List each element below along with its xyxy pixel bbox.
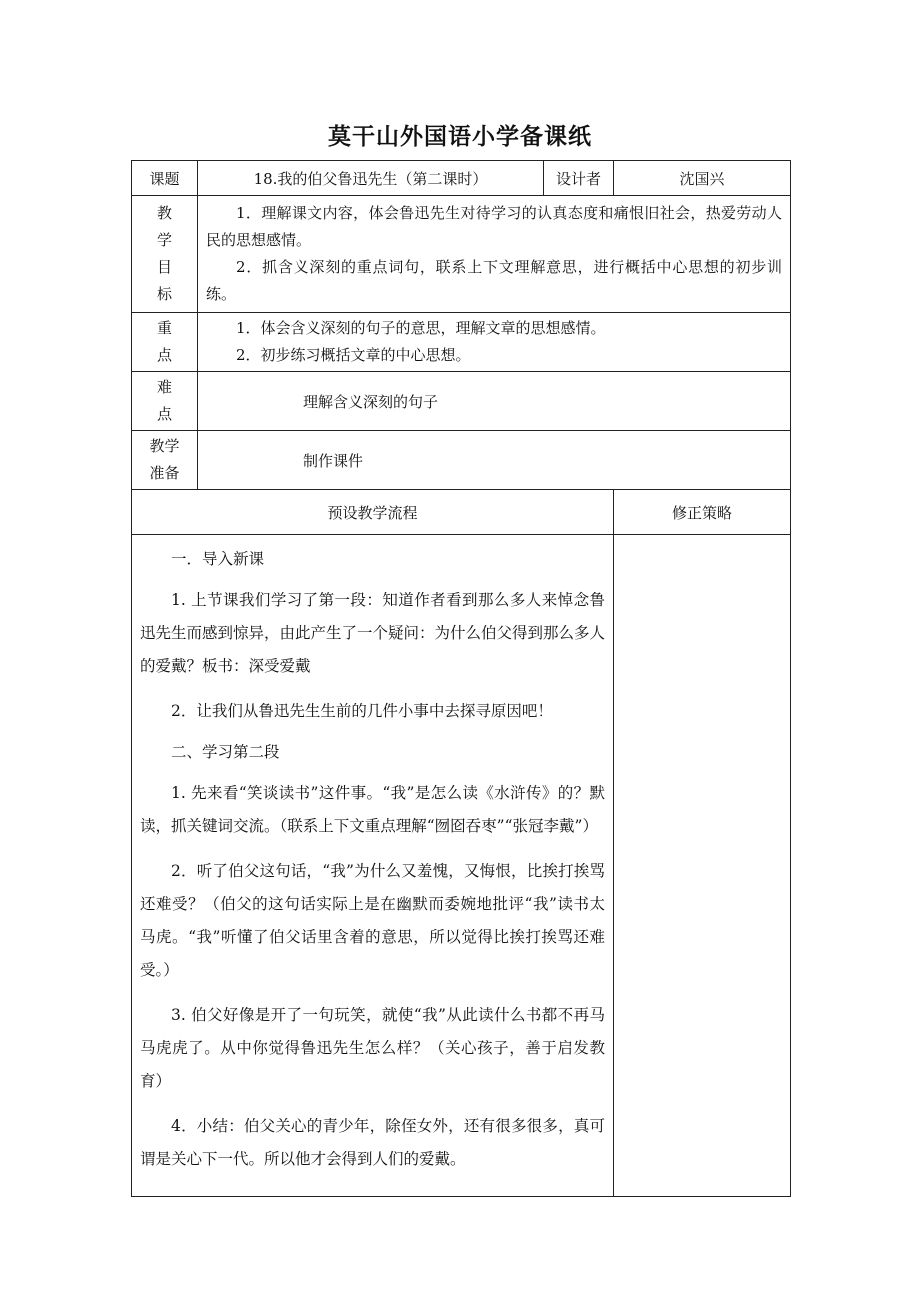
revision-content [614, 535, 791, 1197]
flow-paragraph: 1. 上节课我们学习了第一段：知道作者看到那么多人来悼念鲁迅先生而感到惊异，由此产生了一个疑问：为什么伯父得到那么多人的爱戴？板书：深受爱戴 [140, 591, 606, 675]
goal-item: 1．理解课文内容，体会鲁迅先生对待学习的认真态度和痛恨旧社会，热爱劳动人民的思想感情。 [206, 204, 783, 249]
flow-paragraph: 4．小结：伯父关心的青少年，除侄女外，还有很多很多，真可谓是关心下一代。所以他才会得到人们的爱戴。 [140, 1117, 605, 1168]
preparation-content: 制作课件 [198, 431, 791, 490]
designer-value: 沈国兴 [614, 161, 791, 196]
flow-paragraph: 一．导入新课 [171, 550, 265, 568]
difficulty-row [132, 372, 791, 431]
key-points-content [198, 313, 791, 372]
flow-paragraph: 1. 先来看“笑谈读书”这件事。“我”是怎么读《水浒传》的？默读，抓关键词交流。（联系上下文重点理解“囫囵吞枣”“张冠李戴”） [140, 784, 605, 835]
flow-header-row [132, 490, 791, 535]
goals-label-char: 标 [156, 285, 172, 303]
preparation-label [132, 431, 198, 490]
difficulty-label [132, 372, 198, 431]
topic-row [132, 161, 791, 196]
difficulty-label-char: 难 [156, 378, 172, 396]
key-points-row [132, 313, 791, 372]
designer-label: 设计者 [544, 161, 614, 196]
key-point-item: 2．初步练习概括文章的中心思想。 [236, 346, 471, 364]
flow-paragraph: 3. 伯父好像是开了一句玩笑，就使“我”从此读什么书都不再马马虎虎了。从中你觉得鲁迅先生怎么样？（关心孩子，善于启发教育） [140, 1006, 605, 1090]
preparation-label-line: 准备 [149, 464, 180, 482]
difficulty-content: 理解含义深刻的句子 [198, 372, 791, 431]
goals-row [132, 196, 791, 313]
key-point-item: 1．体会含义深刻的句子的意思，理解文章的思想感情。 [236, 319, 606, 337]
key-points-label [132, 313, 198, 372]
goals-label [132, 196, 198, 313]
goals-content [198, 196, 791, 313]
flow-paragraph: 2．让我们从鲁迅先生生前的几件小事中去探寻原因吧！ [171, 702, 553, 720]
goals-label-char: 目 [156, 258, 172, 276]
topic-label: 课题 [132, 161, 198, 196]
preparation-label-line: 教学 [149, 437, 180, 455]
flow-paragraph: 2．听了伯父这句话，“我”为什么又羞愧，又悔恨，比挨打挨骂还难受？（伯父的这句话实际上是在幽默而委婉地批评“我”读书太马虎。“我”听懂了伯父话里含着的意思，所以觉得比挨打挨骂还难受。） [140, 862, 605, 979]
page-title: 莫干山外国语小学备课纸 [328, 124, 592, 150]
key-points-label-char: 点 [156, 346, 172, 364]
topic-value: 18.我的伯父鲁迅先生（第二课时） [198, 161, 544, 196]
flow-body-row [132, 535, 791, 1197]
key-points-label-char: 重 [156, 319, 172, 337]
revision-heading: 修正策略 [614, 490, 791, 535]
goals-label-char: 教 [156, 204, 172, 222]
difficulty-label-char: 点 [156, 405, 172, 423]
lesson-plan-table [131, 160, 791, 1197]
flow-paragraph: 二、学习第二段 [171, 743, 280, 761]
flow-content [132, 535, 614, 1197]
goals-label-char: 学 [156, 231, 172, 249]
flow-heading: 预设教学流程 [132, 490, 614, 535]
goal-item: 2．抓含义深刻的重点词句，联系上下文理解意思，进行概括中心思想的初步训练。 [206, 258, 783, 303]
preparation-row [132, 431, 791, 490]
